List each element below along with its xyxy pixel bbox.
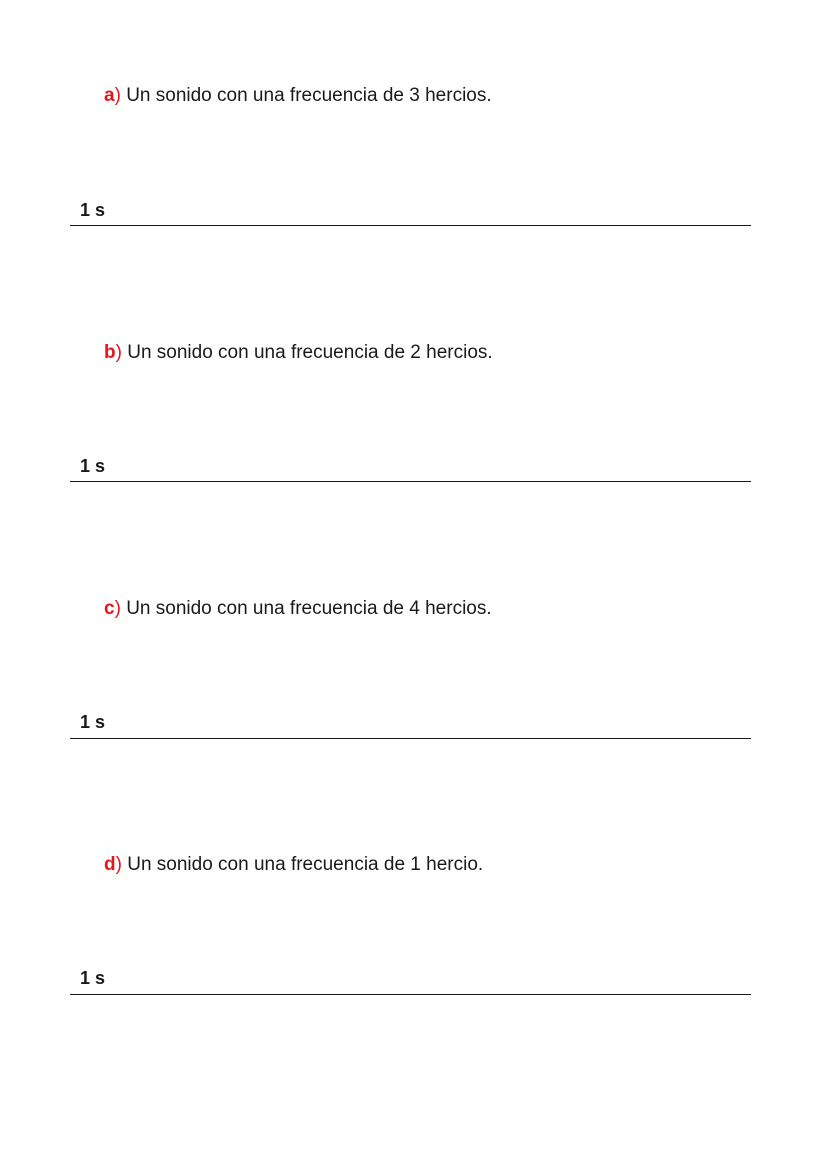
exercise-a-time-label: 1 s [80,200,106,220]
exercise-d-question [104,853,483,877]
exercise-a-paren: ) [114,85,121,106]
exercise-c-time-axis [70,738,751,739]
exercise-d-letter: d [104,854,116,875]
exercise-d-text: Un sonido con una frecuencia de 1 hercio. [127,854,484,875]
exercise-d-paren: ) [115,854,122,875]
exercise-c-question [104,597,492,621]
exercise-c-time-label: 1 s [80,712,106,732]
exercise-b-question [104,341,493,365]
exercise-b-time-axis [70,481,751,482]
exercise-c-text: Un sonido con una frecuencia de 4 hercios. [126,598,492,619]
exercise-c-paren: ) [114,598,121,619]
exercise-a-question [104,84,492,108]
exercise-d-time-axis [70,994,751,995]
exercise-b-text: Un sonido con una frecuencia de 2 hercios. [127,342,493,363]
exercise-a-time-axis [70,225,751,226]
exercise-b-time-label: 1 s [80,456,106,476]
exercise-b-paren: ) [115,342,122,363]
exercise-a-text: Un sonido con una frecuencia de 3 hercios. [126,85,492,106]
exercise-b-letter: b [104,342,116,363]
exercise-d-time-label: 1 s [80,968,106,988]
exercise-c-letter: c [104,598,115,619]
exercise-a-letter: a [104,85,115,106]
